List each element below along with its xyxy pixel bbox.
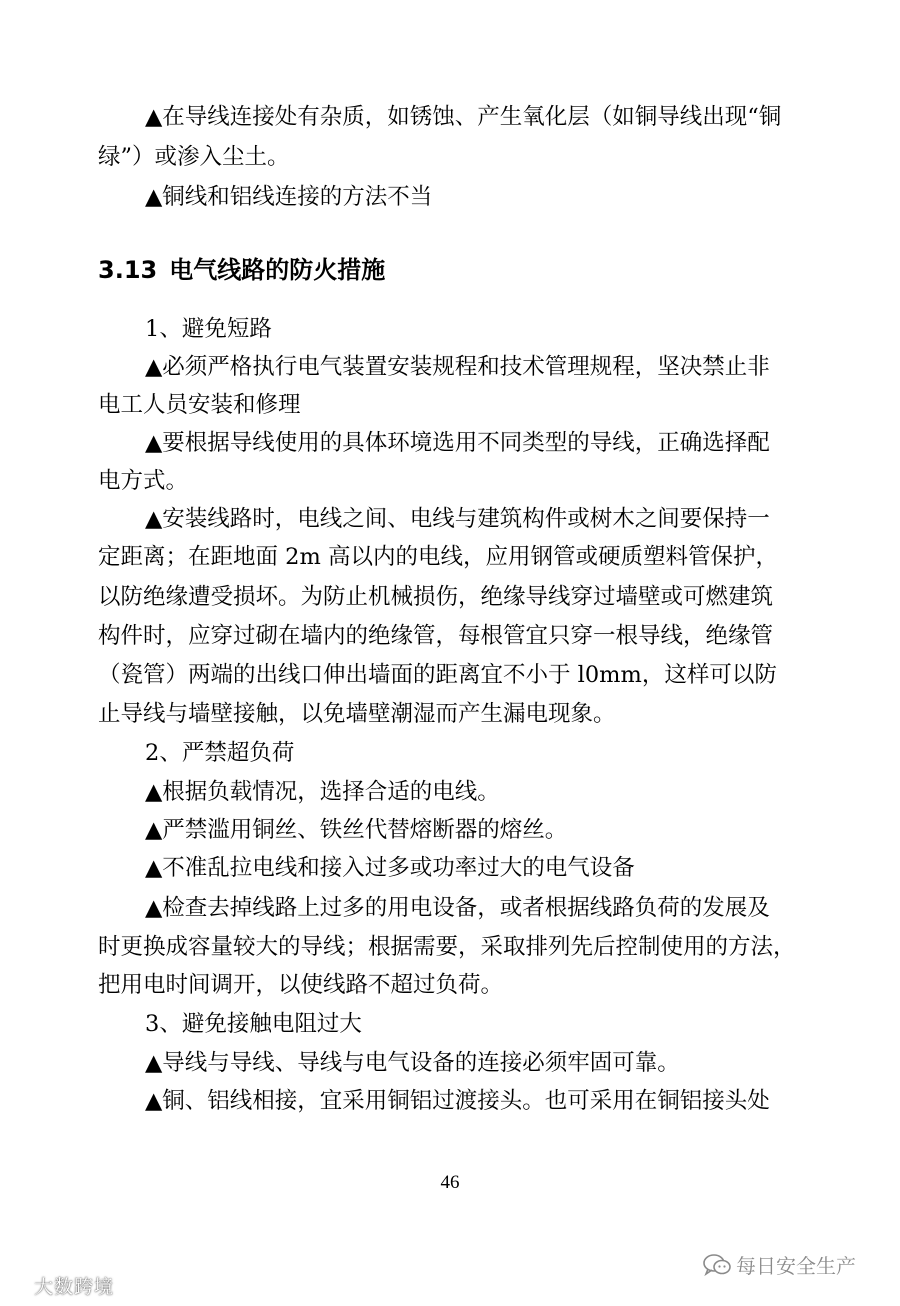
paragraph-line: ▲安装线路时，电线之间、电线与建筑构件或树木之间要保持一 <box>145 506 770 532</box>
wechat-icon <box>702 1252 732 1278</box>
paragraph-line: 电方式。 <box>98 468 189 494</box>
paragraph-line: ▲在导线连接处有杂质，如锈蚀、产生氧化层（如铜导线出现“铜 <box>145 104 782 130</box>
paragraph-line: ▲严禁滥用铜丝、铁丝代替熔断器的熔丝。 <box>145 817 568 843</box>
paragraph-line: ▲铜线和铝线连接的方法不当 <box>145 184 433 210</box>
watermark-left-text: 大数跨境 <box>34 1276 115 1298</box>
paragraph-line: 构件时，应穿过砌在墙内的绝缘管，每根管宜只穿一根导线，绝缘管 <box>98 623 774 649</box>
subsection-heading: 3、避免接触电阻过大 <box>145 1011 362 1037</box>
paragraph-line: ▲根据负载情况，选择合适的电线。 <box>145 779 500 805</box>
paragraph-line: 时更换成容量较大的导线；根据需要，采取排列先后控制使用的方法， <box>98 934 796 960</box>
paragraph-line: 以防绝缘遭受损坏。为防止机械损伤，绝缘导线穿过墙壁或可燃建筑 <box>98 584 774 610</box>
page-number: 46 <box>440 1172 460 1193</box>
paragraph-line: （瓷管）两端的出线口伸出墙面的距离宜不小于 l0mm，这样可以防 <box>98 662 777 688</box>
subsection-heading: 1、避免短路 <box>145 316 272 342</box>
paragraph-line: ▲必须严格执行电气装置安装规程和技术管理规程，坚决禁止非 <box>145 354 770 380</box>
section-heading <box>98 252 385 288</box>
subsection-heading: 2、严禁超负荷 <box>145 740 295 766</box>
cloud-logo-icon <box>4 1277 30 1295</box>
paragraph-line: ▲检查去掉线路上过多的用电设备，或者根据线路负荷的发展及 <box>145 895 770 921</box>
paragraph-line: 定距离；在距地面 2m 高以内的电线，应用钢管或硬质塑料管保护， <box>98 544 778 570</box>
paragraph-line: ▲铜、铝线相接，宜采用铜铝过渡接头。也可采用在铜铝接头处 <box>145 1088 770 1114</box>
paragraph-line: 止导线与墙壁接触，以免墙壁潮湿而产生漏电现象。 <box>98 701 616 727</box>
paragraph-line: ▲导线与导线、导线与电气设备的连接必须牢固可靠。 <box>145 1050 680 1076</box>
section-title: 电气线路的防火措施 <box>169 256 386 284</box>
watermark-right-text: 每日安全生产 <box>736 1254 856 1278</box>
paragraph-line: 绿”）或渗入尘土。 <box>98 144 290 170</box>
watermark-right <box>702 1250 856 1279</box>
section-number: 3.13 <box>98 256 158 284</box>
paragraph-line: 把用电时间调开，以使线路不超过负荷。 <box>98 972 504 998</box>
paragraph-line: ▲要根据导线使用的具体环境选用不同类型的导线，正确选择配 <box>145 430 770 456</box>
paragraph-line: ▲不准乱拉电线和接入过多或功率过大的电气设备 <box>145 855 635 881</box>
paragraph-line: 电工人员安装和修理 <box>98 392 301 418</box>
watermark-left <box>4 1272 114 1299</box>
